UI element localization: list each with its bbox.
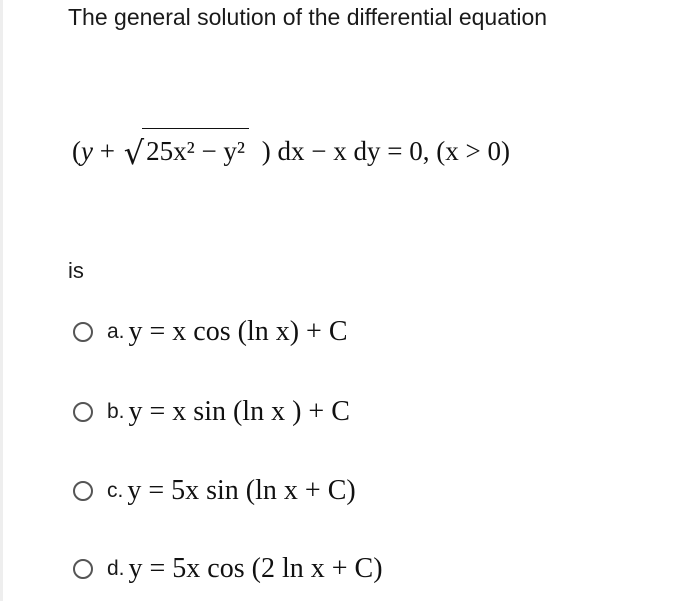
option-a[interactable]	[73, 316, 348, 348]
option-math: y = x cos (ln x) + C	[128, 316, 348, 347]
option-b[interactable]	[73, 396, 350, 428]
question-title: The general solution of the differential equation	[68, 4, 548, 30]
equation-open-paren: (	[72, 136, 81, 166]
differential-equation	[72, 128, 510, 171]
option-math: y = x sin (ln x ) + C	[128, 396, 350, 427]
equation-plus: +	[92, 136, 122, 166]
radio-button-icon[interactable]	[73, 402, 93, 422]
equation-y: y	[81, 136, 93, 166]
radical-sign-icon: √	[123, 134, 145, 172]
option-d[interactable]	[73, 553, 383, 585]
option-letter: d.	[107, 557, 125, 580]
option-math: y = 5x cos (2 ln x + C)	[128, 553, 383, 584]
radicand: 25x² − y²	[142, 128, 249, 171]
square-root	[124, 128, 255, 171]
option-letter: a.	[107, 320, 125, 343]
left-border	[0, 0, 3, 601]
equation-rest: ) dx − x dy = 0, (x > 0)	[255, 136, 510, 166]
option-math: y = 5x sin (ln x + C)	[127, 475, 356, 506]
option-letter: b.	[107, 400, 125, 423]
radio-button-icon[interactable]	[73, 481, 93, 501]
option-letter: c.	[107, 479, 124, 502]
radio-button-icon[interactable]	[73, 322, 93, 342]
option-c[interactable]	[73, 475, 356, 507]
radio-button-icon[interactable]	[73, 559, 93, 579]
is-label: is	[68, 258, 84, 283]
